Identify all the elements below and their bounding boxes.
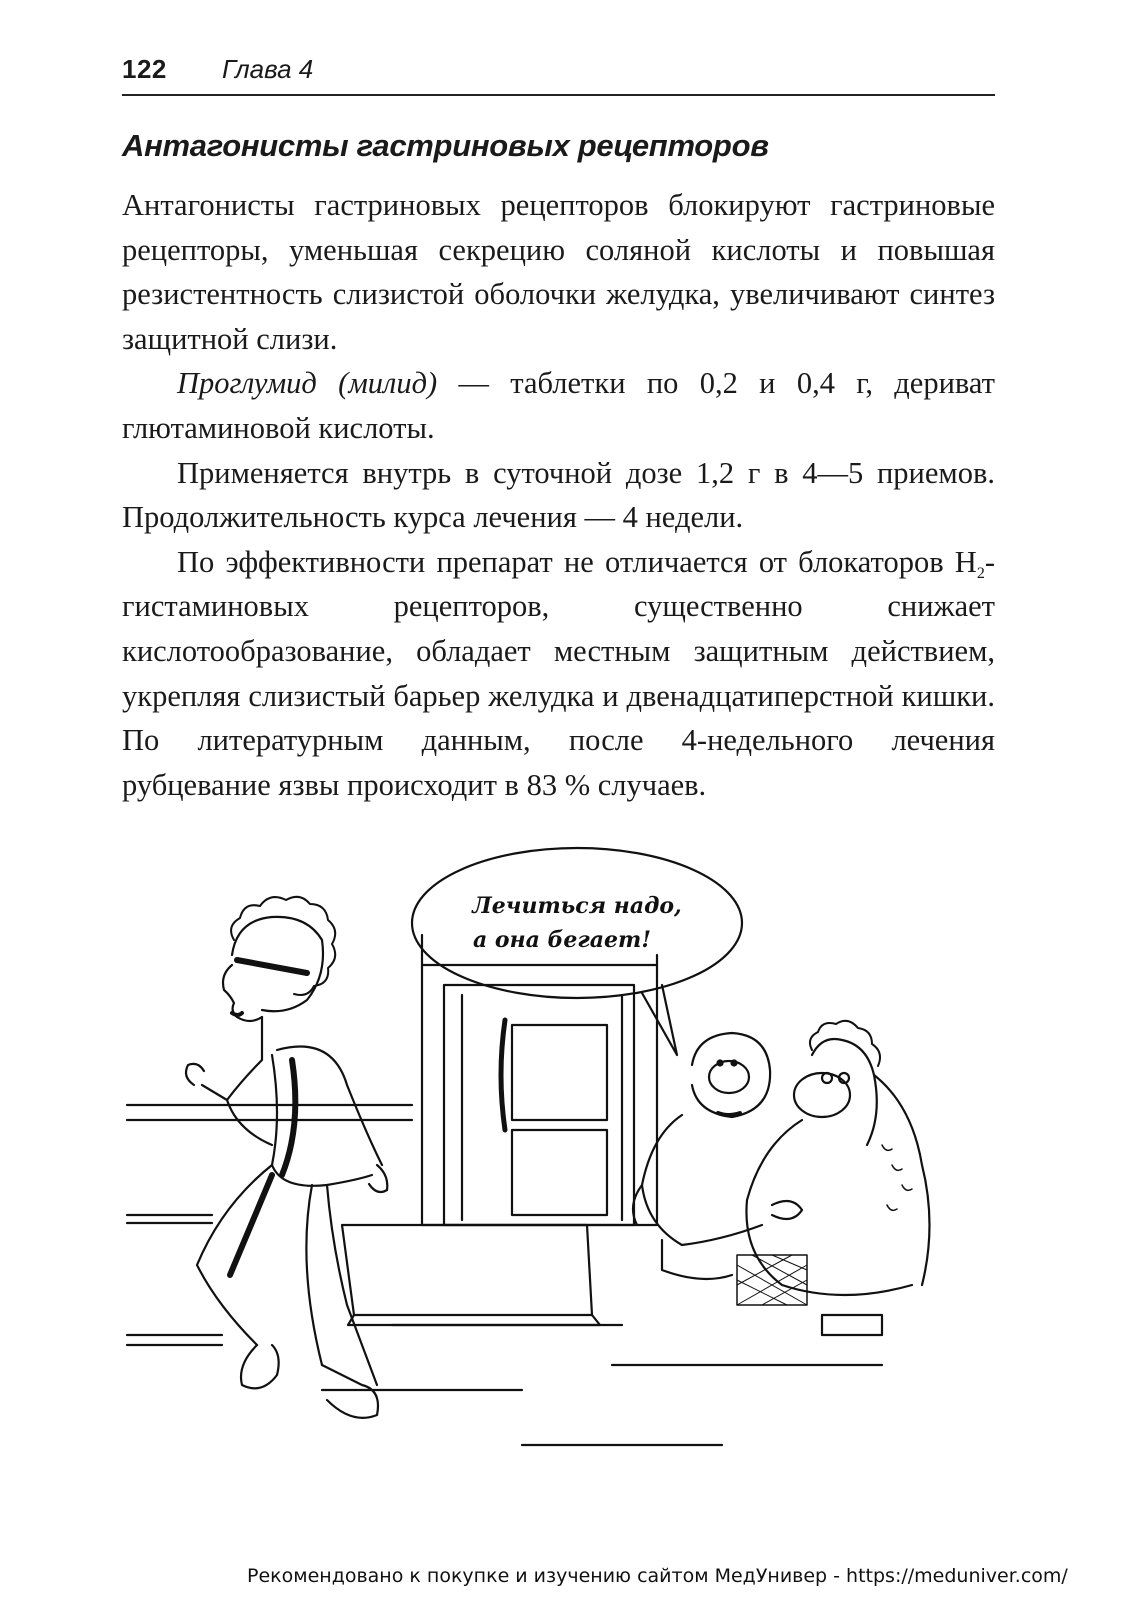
page-number: 122 bbox=[122, 54, 167, 84]
paragraph-4-text-start: По эффективности препарат не отличается от блокаторов Н bbox=[177, 544, 977, 579]
paragraph-2 bbox=[122, 361, 995, 450]
paragraph-3: Применяется внутрь в суточной дозе 1,2 г в 4—5 приемов. Продолжительность курса лечения — 4 недели. bbox=[122, 455, 995, 535]
old-women bbox=[633, 1021, 930, 1335]
cartoon-illustration bbox=[122, 845, 995, 1495]
section-heading: Антагонисты гастриновых рецепторов bbox=[122, 128, 769, 163]
running-woman bbox=[186, 897, 387, 1418]
footer-note[interactable]: Рекомендовано к покупке и изучению сайтом МедУнивер - https://meduniver.com/ bbox=[247, 1565, 1068, 1587]
subscript-2: 2 bbox=[976, 564, 985, 582]
speech-line-1: Лечиться надо, bbox=[472, 893, 682, 919]
speech-line-2: а она бегает! bbox=[473, 927, 651, 953]
chapter-title: Глава 4 bbox=[222, 54, 314, 84]
paragraph-2-text: — таблетки по 0,2 и 0,4 г, дериват глютаминовой кислоты. bbox=[122, 366, 995, 445]
paragraph-4 bbox=[122, 540, 995, 808]
doormat bbox=[342, 1225, 600, 1325]
wall-lines bbox=[127, 1105, 882, 1445]
paragraph-4-text-end: -гистаминовых рецепторов, существенно снижает кислотообразование, обладает местным защитным действием, укрепляя слизистый барьер желудка и двенадцатиперстной кишки. По литературным данным, после 4-недельного лечения рубцевание язвы происходит в 83 % случаев. bbox=[122, 544, 995, 802]
body-text bbox=[122, 183, 995, 807]
running-head bbox=[122, 50, 995, 96]
paragraph-1: Антагонисты гастриновых рецепторов блокируют гастриновые рецепторы, уменьшая секрецию соляной кислоты и повышая резистентность слизистой оболочки желудка, увеличивают синтез защитной слизи. bbox=[122, 188, 995, 356]
doorway bbox=[422, 935, 657, 1225]
drug-name: Проглумид (милид) bbox=[177, 366, 438, 401]
